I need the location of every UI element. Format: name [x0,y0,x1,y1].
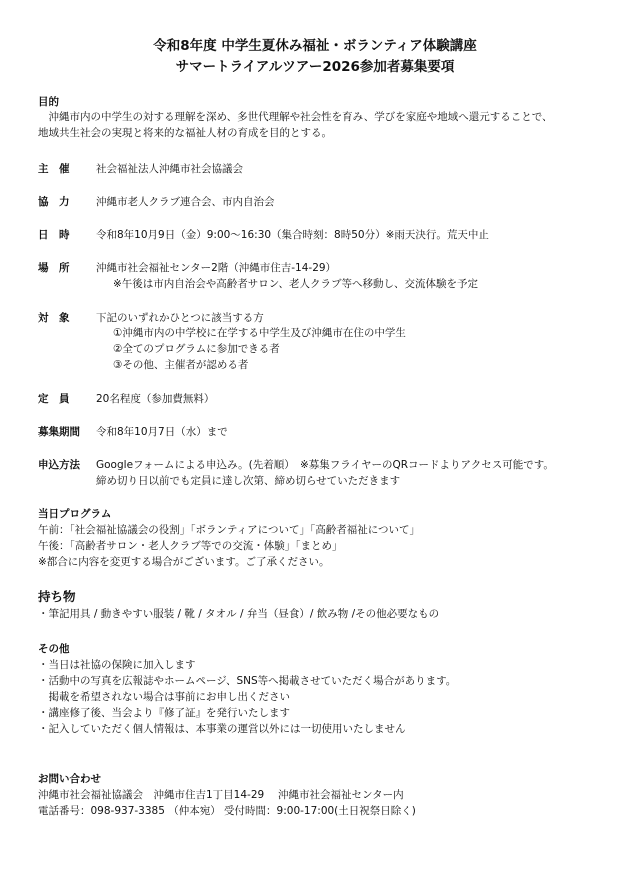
apply-label: 申込方法 [38,459,80,471]
venue-label: 場 所 [38,262,70,274]
venue-value: 沖縄市社会福祉センター2階（沖縄市住吉-14-29） [96,262,337,274]
program-morning: 午前：「社会福祉協議会の役割」「ボランティアについて」「高齢者福祉について」 [38,524,420,536]
apply-text-line2: 締め切り日以前でも定員に達し次第、締め切らせていただきます [96,475,401,487]
cooperation-value: 沖縄市老人クラブ連合会、市内自治会 [96,196,275,208]
period-label: 募集期間 [38,426,80,438]
target-item: ③その他、主催者が認める者 [113,359,249,371]
contact-phone: 電話番号：098-937-3385 （仲本宛） 受付時間：9:00-17:00(土日祝祭日除く) [38,805,416,817]
organizer-label: 主 催 [38,163,70,175]
target-intro: 下記のいずれかひとつに該当する方 [96,312,264,324]
belongings-heading: 持ち物 [38,589,76,604]
purpose-text-line2: 地域共生社会の実現と将来的な福祉人材の育成を目的とする。 [38,127,332,139]
organizer-value: 社会福祉法人沖縄市社会協議会 [96,163,243,175]
document-title-line2: サマートライアルツアー2026参加者募集要項 [175,59,455,75]
other-item: ・講座修了後、当会より『修了証』を発行いたします [38,707,290,719]
other-item: ・記入していただく個人情報は、本事業の運営以外には一切使用いたしません [38,723,406,735]
apply-text-line1: Googleフォームによる申込み。(先着順） ※募集フライヤーのQRコードよりアクセス可能です。 [96,459,554,471]
other-item: ・当日は社協の保険に加入します [38,659,196,671]
program-note: ※都合に内容を変更する場合がございます。ご了承ください。 [38,556,330,568]
other-heading: その他 [38,643,70,655]
document-title-line1: 令和8年度 中学生夏休み福祉・ボランティア体験講座 [153,38,477,54]
cooperation-label: 協 力 [38,196,70,208]
purpose-heading: 目的 [38,96,59,108]
date-label: 日 時 [38,229,70,241]
contact-heading: お問い合わせ [38,773,101,785]
program-afternoon: 午後：「高齢者サロン・老人クラブ等での交流・体験」「まとめ」 [38,540,343,552]
period-value: 令和8年10月7日（水）まで [96,426,228,438]
other-item: 掲載を希望されない場合は事前にお申し出ください [38,691,290,703]
other-item: ・活動中の写真を広報誌やホームページ、SNS等へ掲載させていただく場合があります。 [38,675,457,687]
venue-note: ※午後は市内自治会や高齢者サロン、老人クラブ等へ移動し、交流体験を予定 [113,278,478,290]
purpose-text-line1: 沖縄市内の中学生の対する理解を深め、多世代理解や社会性を育み、学びを家庭や地域へ還元することで、 [38,111,553,123]
capacity-label: 定 員 [38,393,70,405]
program-heading: 当日プログラム [38,508,112,520]
date-value: 令和8年10月9日（金）9:00〜16:30（集合時刻：8時50分）※雨天決行。荒天中止 [96,229,489,241]
belongings-value: ・筆記用具 / 動きやすい服装 / 靴 / タオル / 弁当（昼食）/ 飲み物 /その他必要なもの [38,608,440,620]
capacity-value: 20名程度（参加費無料） [96,393,215,405]
target-label: 対 象 [38,312,70,324]
target-item: ①沖縄市内の中学校に在学する中学生及び沖縄市在住の中学生 [113,327,406,339]
target-item: ②全てのプログラムに参加できる者 [113,343,280,355]
contact-address: 沖縄市社会福祉協議会 沖縄市住吉1丁目14-29 沖縄市社会福祉センター内 [38,789,404,801]
